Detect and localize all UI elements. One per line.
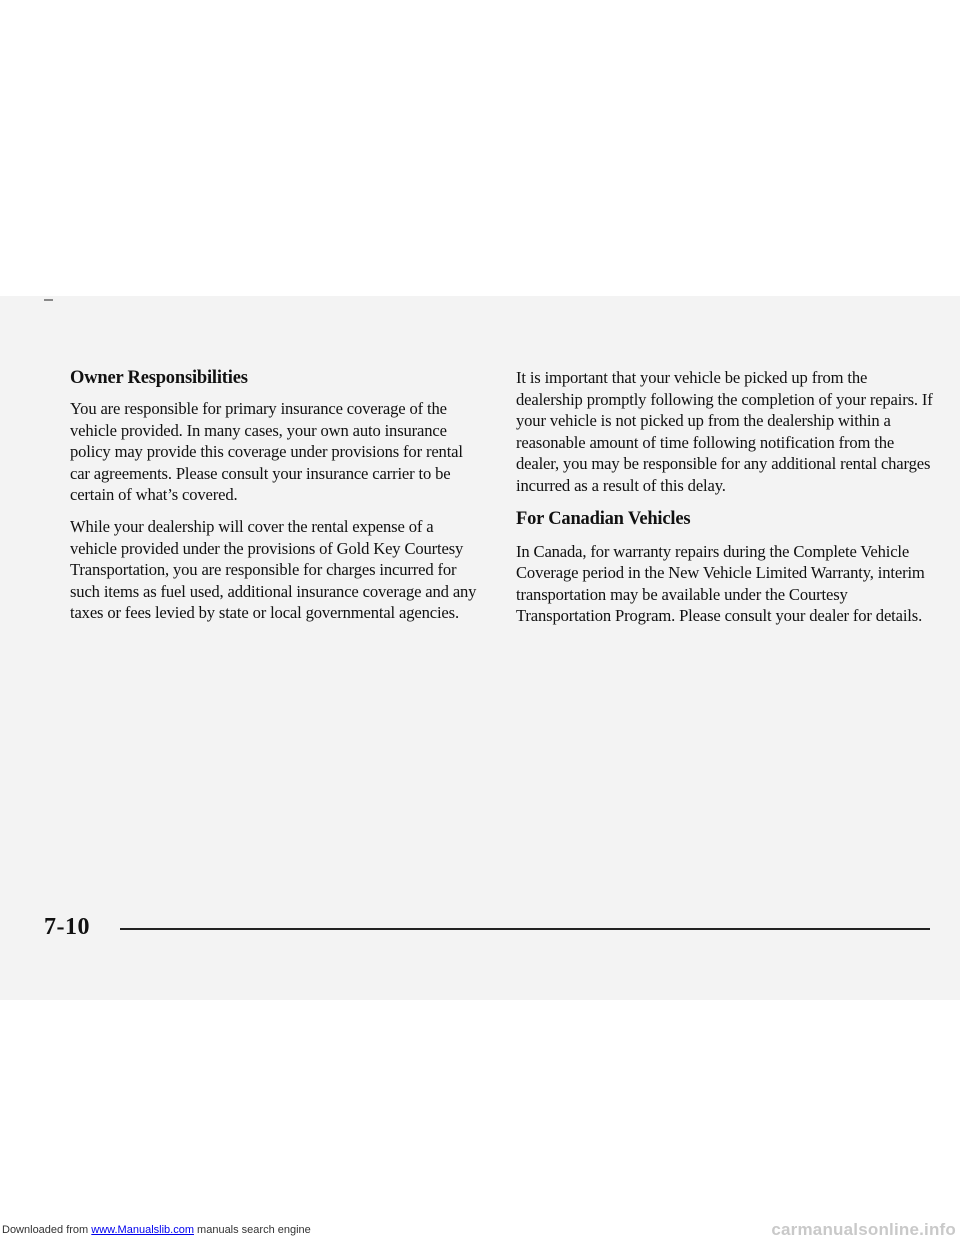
paragraph-canada: In Canada, for warranty repairs during the Complete Vehicle Coverage period in the New Vehicle Limited Warranty, interim transportation may be available under the Courtesy Transportation Program. Please consult your dealer for details. bbox=[516, 541, 925, 626]
page-number: 7-10 bbox=[44, 914, 90, 940]
download-prefix: Downloaded from bbox=[2, 1224, 89, 1236]
right-column bbox=[516, 367, 934, 637]
page-footer bbox=[44, 912, 930, 942]
paragraph-insurance: You are responsible for primary insurance coverage of the vehicle provided. In many cases, your own auto insurance policy may provide this coverage under provisions for rental car agreements. Please consult your insurance carrier to be certain of what’s covered. bbox=[70, 399, 463, 505]
download-bar bbox=[0, 1220, 960, 1242]
left-column bbox=[70, 366, 482, 634]
download-suffix: manuals search engine bbox=[197, 1224, 311, 1236]
paragraph-pickup: It is important that your vehicle be picked up from the dealership promptly following the completion of your repairs. If your vehicle is not picked up from the dealership within a reasonable amount of time following notification from the dealer, you may be responsible for any additional rental charges incurred as a result of this delay. bbox=[516, 368, 933, 495]
paragraph-charges: While your dealership will cover the rental expense of a vehicle provided under the provisions of Gold Key Courtesy Transportation, you are responsible for charges incurred for such items as fuel used, additional insurance coverage and any taxes or fees levied by state or local governmental agencies. bbox=[70, 516, 477, 623]
scan-mark bbox=[44, 299, 53, 301]
site-watermark: carmanualsonline.info bbox=[771, 1220, 956, 1239]
download-notice bbox=[2, 1224, 311, 1236]
section-heading-owner-responsibilities: Owner Responsibilities bbox=[70, 368, 248, 388]
section-heading-canadian-vehicles: For Canadian Vehicles bbox=[516, 508, 691, 529]
manualslib-link[interactable]: www.Manualslib.com bbox=[91, 1224, 194, 1236]
footer-rule bbox=[120, 928, 930, 930]
